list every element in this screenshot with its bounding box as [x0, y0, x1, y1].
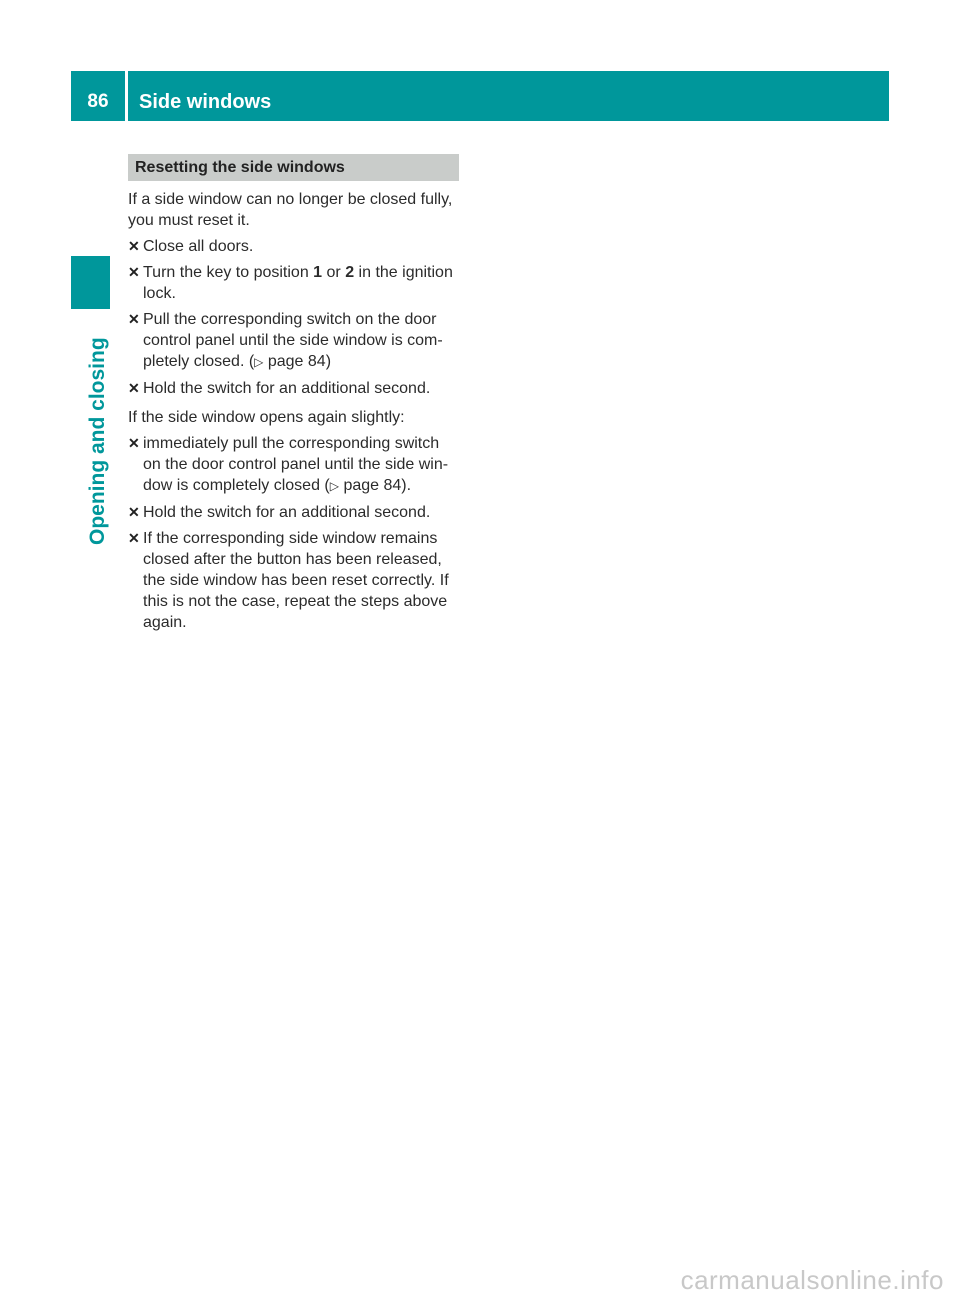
step-item: ✕ Hold the switch for an additional second. [128, 380, 431, 397]
step-item: ✕ Turn the key to position 1 or 2 in the ignition lock. [128, 264, 453, 302]
side-tab-marker [71, 256, 110, 309]
page-reference-arrow-icon: ▷ [254, 355, 264, 369]
step-arrow-icon: ✕ [128, 311, 140, 327]
page-reference-link[interactable]: page 84). [343, 477, 412, 494]
step-arrow-icon: ✕ [128, 238, 140, 254]
page-number: 86 [87, 91, 109, 112]
page-title: Side windows [139, 91, 272, 113]
step-item: ✕ immediately pull the corresponding switch on the door control panel until the side win-dow is completely closed (▷ page 84). [128, 435, 449, 494]
step-arrow-icon: ✕ [128, 504, 140, 520]
section-heading: Resetting the side windows [128, 154, 459, 181]
step-arrow-icon: ✕ [128, 264, 140, 280]
step-arrow-icon: ✕ [128, 380, 140, 396]
step-item: ✕ Pull the corresponding switch on the door control panel until the side window is com-pletely closed. (▷ page 84) [128, 311, 443, 370]
footer-watermark: carmanualsonline.info [680, 1265, 944, 1295]
page-reference-link[interactable]: page 84) [267, 353, 332, 370]
content-column [128, 154, 459, 633]
step-item: ✕ If the corresponding side window remains closed after the button has been released, the side window has been reset correctly. If this is not the case, repeat the steps above again. [128, 530, 449, 631]
step-arrow-icon: ✕ [128, 530, 140, 546]
position-1: 1 [313, 264, 323, 281]
step-arrow-icon: ✕ [128, 435, 140, 451]
page-reference-arrow-icon: ▷ [329, 479, 339, 493]
step-item: ✕ Hold the switch for an additional second. [128, 504, 431, 521]
side-tab-label: Opening and closing [86, 337, 109, 545]
intro-paragraph: If a side window can no longer be closed fully, you must reset it. [128, 191, 453, 229]
step-item: ✕ Close all doors. [128, 238, 254, 255]
position-2: 2 [345, 264, 355, 281]
condition-paragraph: If the side window opens again slightly: [128, 409, 405, 426]
header-divider [125, 71, 128, 121]
